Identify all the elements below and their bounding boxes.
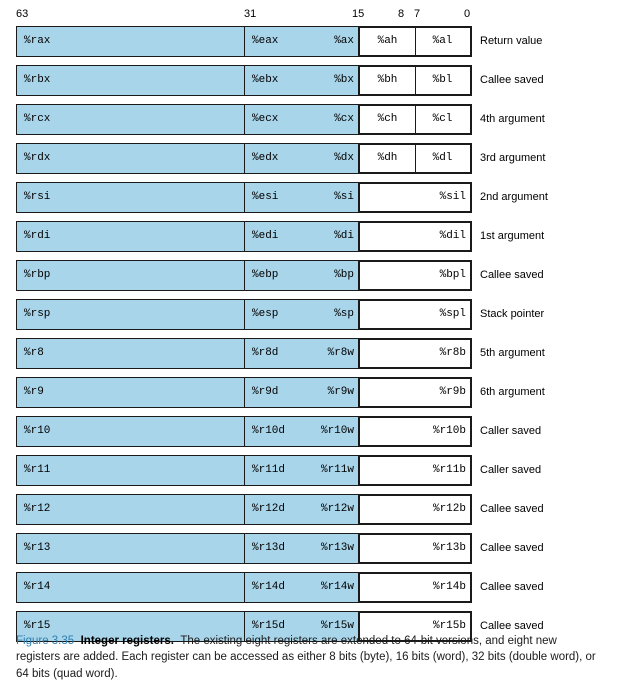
register-usage-label: Callee saved — [480, 620, 544, 632]
register-row — [16, 182, 606, 219]
register-name-word: %r11w — [320, 464, 354, 476]
register-name-byte: %sil — [439, 191, 466, 203]
register-name-word: %si — [334, 191, 354, 203]
register-name-double: %ebx — [252, 74, 279, 86]
register-name-word: %r15w — [320, 620, 354, 632]
register-name-byte: %r10b — [432, 425, 466, 437]
register-name-double: %r14d — [252, 581, 286, 593]
register-row — [16, 338, 606, 375]
register-name-byte: %bpl — [439, 269, 466, 281]
register-name-quad: %r10 — [24, 425, 51, 437]
register-name-quad: %rbx — [24, 74, 51, 86]
register-name-low-byte: %bl — [432, 74, 453, 86]
register-name-byte: %r14b — [432, 581, 466, 593]
register-name-double: %r15d — [252, 620, 286, 632]
register-name-double: %r9d — [252, 386, 279, 398]
register-row — [16, 221, 606, 258]
figure-caption-body: The existing eight registers are extended to 64-bit versions, and eight new registers are added. Each register can be accessed as either 8 bits (byte), 16 bits (word), 32 bits (double word), or 64 bits (quad word). — [16, 635, 596, 680]
register-usage-label: 4th argument — [480, 113, 545, 125]
register-name-word: %ax — [334, 35, 354, 47]
register-row — [16, 104, 606, 141]
register-name-double: %r11d — [252, 464, 286, 476]
figure-caption — [16, 633, 596, 682]
register-usage-label: 3rd argument — [480, 152, 546, 164]
register-name-word: %r8w — [327, 347, 354, 359]
register-row — [16, 26, 606, 63]
register-row — [16, 260, 606, 297]
register-name-low-byte: %al — [432, 35, 453, 47]
register-row — [16, 572, 606, 609]
register-name-quad: %rcx — [24, 113, 51, 125]
register-name-word: %r12w — [320, 503, 354, 515]
register-name-quad: %r8 — [24, 347, 44, 359]
register-usage-label: 5th argument — [480, 347, 545, 359]
register-name-byte: %r13b — [432, 542, 466, 554]
register-row — [16, 143, 606, 180]
register-usage-label: Callee saved — [480, 581, 544, 593]
register-name-quad: %rdi — [24, 230, 51, 242]
bit-tick-0: 0 — [464, 8, 471, 20]
register-name-word: %dx — [334, 152, 354, 164]
register-name-quad: %rsi — [24, 191, 51, 203]
register-name-word: %r14w — [320, 581, 354, 593]
register-name-word: %bp — [334, 269, 354, 281]
register-usage-label: Caller saved — [480, 464, 542, 476]
register-name-quad: %r9 — [24, 386, 44, 398]
register-name-double: %r8d — [252, 347, 279, 359]
register-usage-label: Stack pointer — [480, 308, 545, 320]
register-name-word: %cx — [334, 113, 354, 125]
register-name-double: %esp — [252, 308, 279, 320]
register-row — [16, 377, 606, 414]
bit-tick-63: 63 — [16, 8, 29, 20]
register-usage-label: Callee saved — [480, 542, 544, 554]
register-name-word: %bx — [334, 74, 354, 86]
register-name-high-byte: %ch — [377, 113, 398, 125]
bit-tick-8: 8 — [398, 8, 405, 20]
bit-tick-7: 7 — [414, 8, 421, 20]
register-name-double: %edi — [252, 230, 279, 242]
register-name-double: %ebp — [252, 269, 279, 281]
register-usage-label: Callee saved — [480, 74, 544, 86]
register-name-quad: %r15 — [24, 620, 51, 632]
register-name-quad: %rdx — [24, 152, 51, 164]
register-name-high-byte: %ah — [377, 35, 398, 47]
register-name-double: %esi — [252, 191, 279, 203]
register-usage-label: 1st argument — [480, 230, 545, 242]
bit-tick-15: 15 — [352, 8, 365, 20]
register-name-word: %r9w — [327, 386, 354, 398]
register-name-byte: %r15b — [432, 620, 466, 632]
register-name-word: %sp — [334, 308, 354, 320]
register-name-low-byte: %cl — [432, 113, 453, 125]
register-row — [16, 494, 606, 531]
register-name-quad: %r12 — [24, 503, 51, 515]
register-name-quad: %rax — [24, 35, 51, 47]
register-name-word: %di — [334, 230, 354, 242]
register-usage-label: Callee saved — [480, 503, 544, 515]
bit-tick-31: 31 — [244, 8, 257, 20]
register-name-word: %r13w — [320, 542, 354, 554]
register-name-high-byte: %bh — [377, 74, 398, 86]
register-name-low-byte: %dl — [432, 152, 453, 164]
register-usage-label: Return value — [480, 35, 543, 47]
register-usage-label: 2nd argument — [480, 191, 548, 203]
register-row — [16, 416, 606, 453]
register-name-quad: %r11 — [24, 464, 51, 476]
register-name-double: %r10d — [252, 425, 286, 437]
register-usage-label: Callee saved — [480, 269, 544, 281]
register-name-byte: %spl — [439, 308, 466, 320]
register-name-quad: %r13 — [24, 542, 51, 554]
register-name-byte: %dil — [439, 230, 466, 242]
register-row — [16, 455, 606, 492]
register-name-high-byte: %dh — [377, 152, 398, 164]
register-name-double: %ecx — [252, 113, 279, 125]
register-name-double: %r12d — [252, 503, 286, 515]
register-row-list — [16, 26, 606, 650]
register-row — [16, 65, 606, 102]
register-row — [16, 299, 606, 336]
register-name-double: %eax — [252, 35, 279, 47]
figure-title: Integer registers. — [80, 635, 174, 647]
register-name-quad: %rsp — [24, 308, 51, 320]
register-name-byte: %r9b — [439, 386, 466, 398]
register-name-byte: %r12b — [432, 503, 466, 515]
register-name-double: %r13d — [252, 542, 286, 554]
register-name-double: %edx — [252, 152, 279, 164]
bit-position-ruler — [16, 8, 474, 24]
register-name-byte: %r8b — [439, 347, 466, 359]
register-usage-label: 6th argument — [480, 386, 545, 398]
register-row — [16, 533, 606, 570]
figure-number: Figure 3.35 — [16, 635, 75, 647]
register-usage-label: Caller saved — [480, 425, 542, 437]
register-name-byte: %r11b — [432, 464, 466, 476]
register-name-word: %r10w — [320, 425, 354, 437]
register-name-quad: %r14 — [24, 581, 51, 593]
register-name-quad: %rbp — [24, 269, 51, 281]
